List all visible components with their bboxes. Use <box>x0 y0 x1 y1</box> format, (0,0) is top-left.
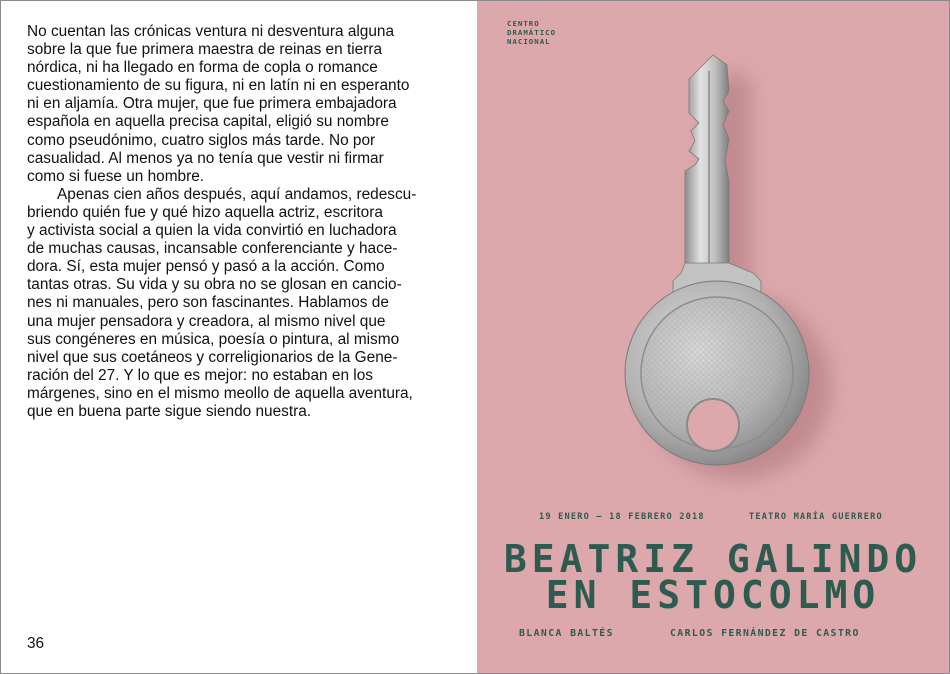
body-line: y activista social a quien la vida convirtió en luchadora <box>27 222 397 240</box>
body-line: casualidad. Al menos ya no tenía que vestir ni firmar <box>27 149 384 167</box>
key-shaft <box>685 55 729 273</box>
body-line: sus congéneres en música, poesía o pintura, al mismo <box>27 330 400 348</box>
body-line: tantas otras. Su vida y su obra no se glosan en cancio- <box>27 276 402 294</box>
logo-line: DRAMÁTICO <box>507 28 557 37</box>
body-line: como si fuese un hombre. <box>27 167 205 185</box>
author-name: CARLOS FERNÁNDEZ DE CASTRO <box>670 628 860 639</box>
body-line: dora. Sí, esta mujer pensó y pasó a la acción. Como <box>27 258 385 276</box>
venue: TEATRO MARÍA GUERRERO <box>749 512 883 522</box>
body-line: ración del 27. Y lo que es mejor: no estaban en los <box>27 366 373 384</box>
body-line: nes ni manuales, pero son fascinantes. Hablamos de <box>27 294 389 312</box>
body-line: de muchas causas, incansable conferenciante y hace- <box>27 240 398 258</box>
play-title-line: EN ESTOCOLMO <box>545 573 881 617</box>
body-line: española en aquella precisa capital, eligió su nombre <box>27 113 389 131</box>
performance-dates: 19 ENERO – 18 FEBRERO 2018 <box>539 512 705 522</box>
body-line: Apenas cien años después, aquí andamos, redescu- <box>57 185 417 203</box>
body-text <box>27 23 427 421</box>
left-page <box>1 1 477 673</box>
logo-line: NACIONAL <box>507 37 551 46</box>
body-line: sobre la que fue primera maestra de reinas en tierra <box>27 41 383 59</box>
body-line: No cuentan las crónicas ventura ni desventura alguna <box>27 23 395 40</box>
body-line: nórdica, ni ha llegado en forma de copla o romance <box>27 59 378 77</box>
body-line: cuestionamiento de su figura, ni en latín ni en esperanto <box>27 77 410 95</box>
body-line: briendo quién fue y qué hizo aquella actriz, escritora <box>27 203 383 221</box>
key-hole <box>687 399 739 451</box>
body-line: nivel que sus coetáneos y correligionarios de la Gene- <box>27 348 398 366</box>
page-number: 36 <box>27 635 45 652</box>
author-name: BLANCA BALTÉS <box>519 628 614 639</box>
body-line: ni en aljamía. Otra mujer, que fue primera embajadora <box>27 95 397 113</box>
logo-line: CENTRO <box>507 19 540 28</box>
body-line: que en buena parte sigue siendo nuestra. <box>27 402 312 420</box>
poster-page <box>477 1 949 673</box>
play-title-line: BEATRIZ GALINDO <box>503 537 923 581</box>
body-line: como pseudónimo, cuatro siglos más tarde. No por <box>27 131 376 149</box>
body-line: márgenes, sino en el mismo meollo de aquella aventura, <box>27 384 413 402</box>
body-line: una mujer pensadora y creadora, al mismo nivel que <box>27 312 386 330</box>
